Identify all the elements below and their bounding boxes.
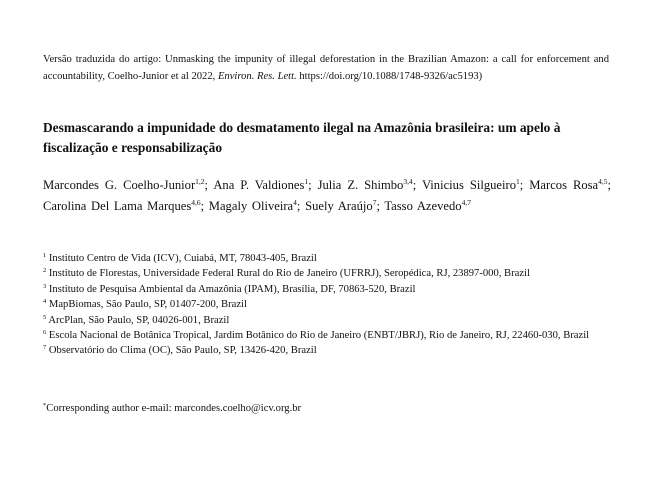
author-name: Tasso Azevedo bbox=[384, 199, 462, 213]
affiliation-item bbox=[43, 297, 611, 312]
affiliation-item bbox=[43, 313, 611, 328]
author-separator: ; bbox=[308, 178, 318, 192]
affiliation-text: ArcPlan, São Paulo, SP, 04026-001, Brazil bbox=[46, 314, 230, 326]
translation-note-text: Versão traduzida do artigo: Unmasking the impunity of illegal deforestation in the Brazilian Amazon: a call for enforcement and accountability, Coelho-Junior et al 2022, bbox=[43, 54, 609, 82]
author-affiliation-sup: 1 bbox=[304, 177, 309, 186]
author-name: Vinicius Silgueiro bbox=[421, 178, 517, 192]
affiliation-text: Observatório do Clima (OC), São Paulo, SP, 13426-420, Brazil bbox=[46, 345, 317, 357]
affiliation-text: Instituto de Florestas, Universidade Federal Rural do Rio de Janeiro (UFRRJ), Seropédica, RJ, 23897-000, Brazil bbox=[46, 268, 530, 280]
paper-title: Desmascarando a impunidade do desmatamento ilegal na Amazônia brasileira: um apelo à fiscalização e responsabilização bbox=[43, 120, 561, 155]
author bbox=[529, 178, 611, 192]
author-separator: ; bbox=[376, 199, 385, 213]
author-name: Ana P. Valdiones bbox=[213, 178, 305, 192]
author-affiliation-sup: 4 bbox=[293, 198, 297, 207]
corresponding-author bbox=[43, 401, 611, 416]
corresponding-email-text: Corresponding author e-mail: marcondes.coelho@icv.org.br bbox=[46, 403, 302, 414]
author bbox=[43, 178, 213, 192]
author-separator: ; bbox=[204, 178, 214, 192]
author-affiliation-sup: 1,2 bbox=[195, 177, 205, 186]
author-affiliation-sup: 4,7 bbox=[461, 198, 471, 207]
author-name: Carolina Del Lama Marques bbox=[43, 199, 192, 213]
affiliation-number: 4 bbox=[43, 298, 47, 306]
author-name: Suely Araújo bbox=[305, 199, 373, 213]
affiliation-item bbox=[43, 343, 611, 358]
author-name: Marcondes G. Coelho-Junior bbox=[43, 178, 196, 192]
author-separator: ; bbox=[519, 178, 530, 192]
author-name: Magaly Oliveira bbox=[208, 199, 294, 213]
author bbox=[422, 178, 529, 192]
affiliation-text: Escola Nacional de Botânica Tropical, Jardim Botânico do Rio de Janeiro (ENBT/JBRJ), Rio de Janeiro, RJ, 22460-030, Brazil bbox=[46, 330, 590, 342]
author-separator: ; bbox=[200, 199, 209, 213]
affiliation-item bbox=[43, 266, 611, 281]
author-affiliation-sup: 1 bbox=[516, 177, 520, 186]
translation-note bbox=[43, 52, 609, 85]
affiliation-number: 3 bbox=[43, 282, 47, 290]
author bbox=[305, 199, 384, 213]
affiliation-item bbox=[43, 282, 611, 297]
author-affiliation-sup: 3,4 bbox=[403, 177, 413, 186]
affiliation-number: 7 bbox=[43, 344, 47, 352]
author-name: Julia Z. Shimbo bbox=[317, 178, 404, 192]
affiliation-number: 1 bbox=[43, 252, 47, 259]
author bbox=[318, 178, 422, 192]
affiliation-number: 2 bbox=[43, 267, 47, 275]
affiliation-item bbox=[43, 251, 611, 266]
affiliation-list bbox=[43, 251, 611, 359]
author bbox=[384, 199, 471, 213]
affiliation-text: Instituto de Pesquisa Ambiental da Amazônia (IPAM), Brasília, DF, 70863-520, Brazil bbox=[46, 283, 416, 295]
affiliation-item bbox=[43, 328, 611, 343]
author bbox=[213, 178, 317, 192]
journal-name: Environ. Res. Lett. bbox=[217, 70, 297, 82]
affiliation-text: Instituto Centro de Vida (ICV), Cuiabá, MT, 78043-405, Brazil bbox=[46, 253, 317, 264]
author bbox=[43, 199, 209, 213]
affiliation-number: 5 bbox=[43, 313, 47, 321]
doi-text: https://doi.org/10.1088/1748-9326/ac5193) bbox=[296, 70, 483, 82]
affiliation-number: 6 bbox=[43, 329, 47, 337]
corresponding-mark: * bbox=[43, 402, 47, 409]
author bbox=[209, 199, 305, 213]
author-affiliation-sup: 4,5 bbox=[598, 177, 608, 186]
author-separator: ; bbox=[296, 199, 306, 213]
author-affiliation-sup: 4,6 bbox=[191, 198, 201, 207]
author-affiliation-sup: 7 bbox=[372, 198, 377, 207]
author-separator: ; bbox=[607, 178, 612, 192]
author-name: Marcos Rosa bbox=[529, 178, 599, 192]
author-list bbox=[43, 175, 611, 217]
author-separator: ; bbox=[412, 178, 422, 192]
affiliation-text: MapBiomas, São Paulo, SP, 01407-200, Brazil bbox=[46, 299, 247, 311]
